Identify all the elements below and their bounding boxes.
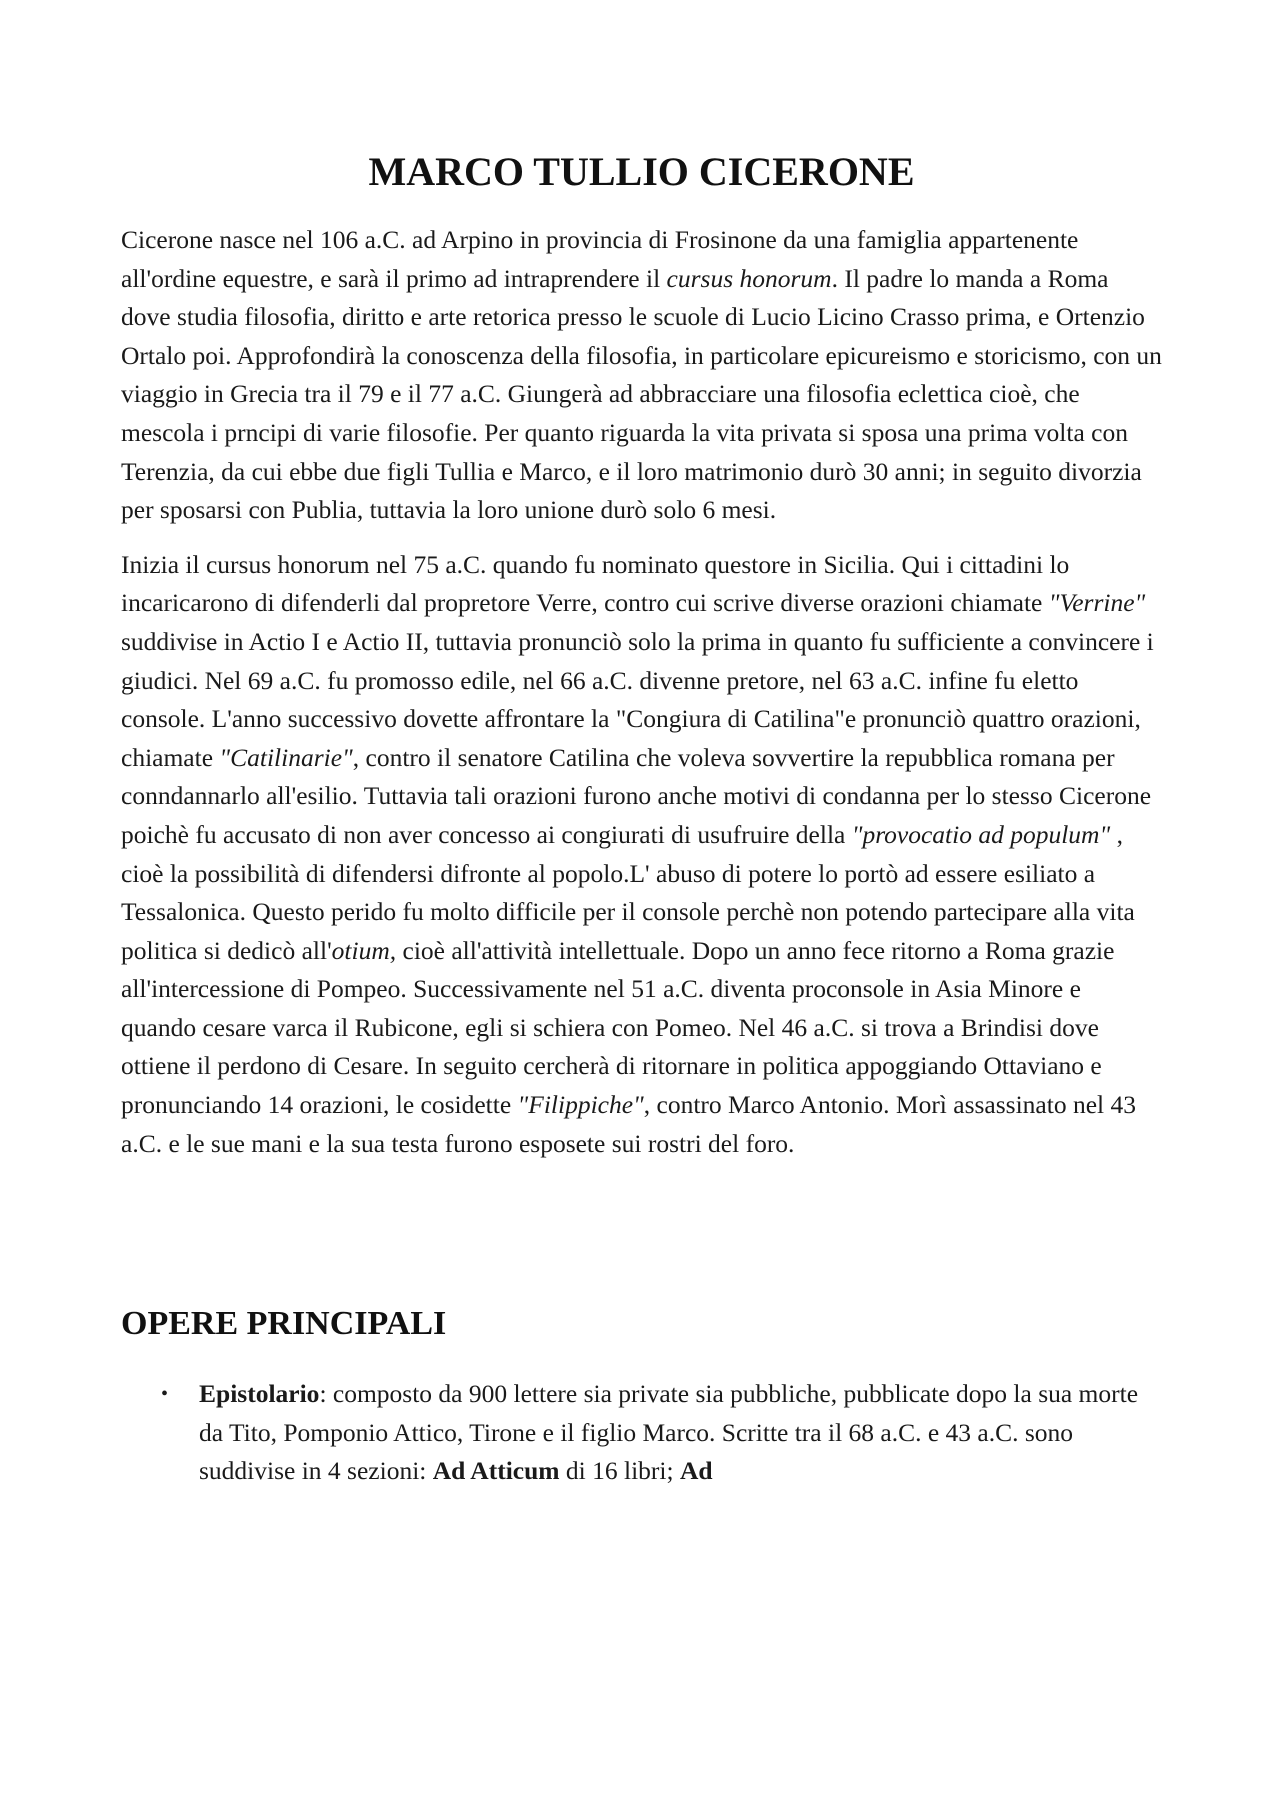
document-title: MARCO TULLIO CICERONE [368,149,915,194]
text-run: Cicerone nasce nel 106 a.C. ad Arpino in provincia di Frosinone da una famiglia appartenente all'ordine equestre, e sarà il primo ad intraprendere il [121,225,1079,293]
bullet-icon: • [161,1383,169,1406]
section-spacer [121,1179,1162,1305]
paragraph-biography-career [121,546,1162,1164]
text-run: cioè all'attività intellettuale. Dopo un anno fece ritorno a Roma grazie all'intercessione di Pompeo. Successivamente nel 51 a.C. diventa proconsole in Asia Minore e quando cesare varca il Rubicone, egli si schiera con Pomeo. Nel 46 a.C. si trova a Brindisi dove ottiene il perdono di Cesare. In seguito cercherà di ritornare in politica appoggiando Ottaviano e pronunciando 14 orazioni, le cosidette [121,935,1115,1120]
text-run: Inizia il cursus honorum nel 75 a.C. quando fu nominato questore in Sicilia. Qui i cittadini lo incaricarono di difenderli dal propretore Verre, contro cui scrive diverse orazioni chiamate [121,549,1070,618]
italic-term: "Verrine" [1048,588,1146,618]
text-run: : composto da 900 lettere sia private sia pubbliche, pubblicate dopo la sua morte da Tito, Pomponio Attico, Tirone e il figlio Marco. Scritte tra il 68 a.C. e 43 a.C. sono suddivise in 4 sezioni: [199,1379,1139,1486]
work-title: Ad Atticum [432,1456,560,1486]
section-title: OPERE PRINCIPALI [121,1305,447,1343]
text-run: , contro il senatore Catilina che voleva sovvertire la repubblica romana per conndannarlo all'esilio. Tuttavia tali orazioni furono anche motivi di condanna per lo stesso Cicerone poichè fu accusato di non aver concesso ai congiurati di usufruire della [121,742,1152,849]
italic-term: "Catilinarie" [219,742,353,772]
work-title: Ad [679,1456,713,1486]
works-list [121,1375,1162,1491]
italic-term: "provocatio ad populum" [851,819,1111,849]
work-title: Epistolario [199,1379,320,1409]
text-run: , contro Marco Antonio. Morì assassinato nel 43 a.C. e le sue mani e la sua testa furono esposete sui rostri del foro. [121,1090,1136,1158]
text-run: di 16 libri; [559,1456,680,1486]
paragraph-biography-early [121,221,1162,530]
text-run: . Il padre lo manda a Roma dove studia filosofia, diritto e arte retorica presso le scuole di Lucio Licino Crasso prima, e Ortenzio Ortalo poi. Approfondirà la conoscenza della filosofia, in particolare epicureismo e storicismo, con un viaggio in Grecia tra il 79 e il 77 a.C. Giungerà ad abbracciare una filosofia eclettica cioè, che mescola i prncipi di varie filosofie. Per quanto riguarda la vita privata si sposa una prima volta con Terenzia, da cui ebbe due figli Tullia e Marco, e il loro matrimonio durò 30 anni; in seguito divorzia per sposarsi con Publia, tuttavia la loro unione durò solo 6 mesi. [121,263,1162,525]
italic-term: "Filippiche" [517,1090,644,1120]
text-run: suddivise in Actio I e Actio II, tuttavia pronunciò solo la prima in quanto fu sufficiente a convincere i giudici. Nel 69 a.C. fu promosso edile, nel 66 a.C. divenne pretore, nel 63 a.C. infine fu eletto console. L'anno successivo dovette affrontare la "Congiura di Catilina"e pronunciò quattro orazioni, chiamate [121,626,1154,772]
italic-term: cursus honorum [666,263,832,293]
text-run: , cioè la possibilità di difendersi difronte al popolo.L' abuso di potere lo portò ad essere esiliato a Tessalonica. Questo perido fu molto difficile per il console perchè non potendo partecipare alla vita politica si dedicò all' [121,819,1135,965]
list-item [121,1375,1162,1491]
italic-term: otium, [331,935,397,965]
